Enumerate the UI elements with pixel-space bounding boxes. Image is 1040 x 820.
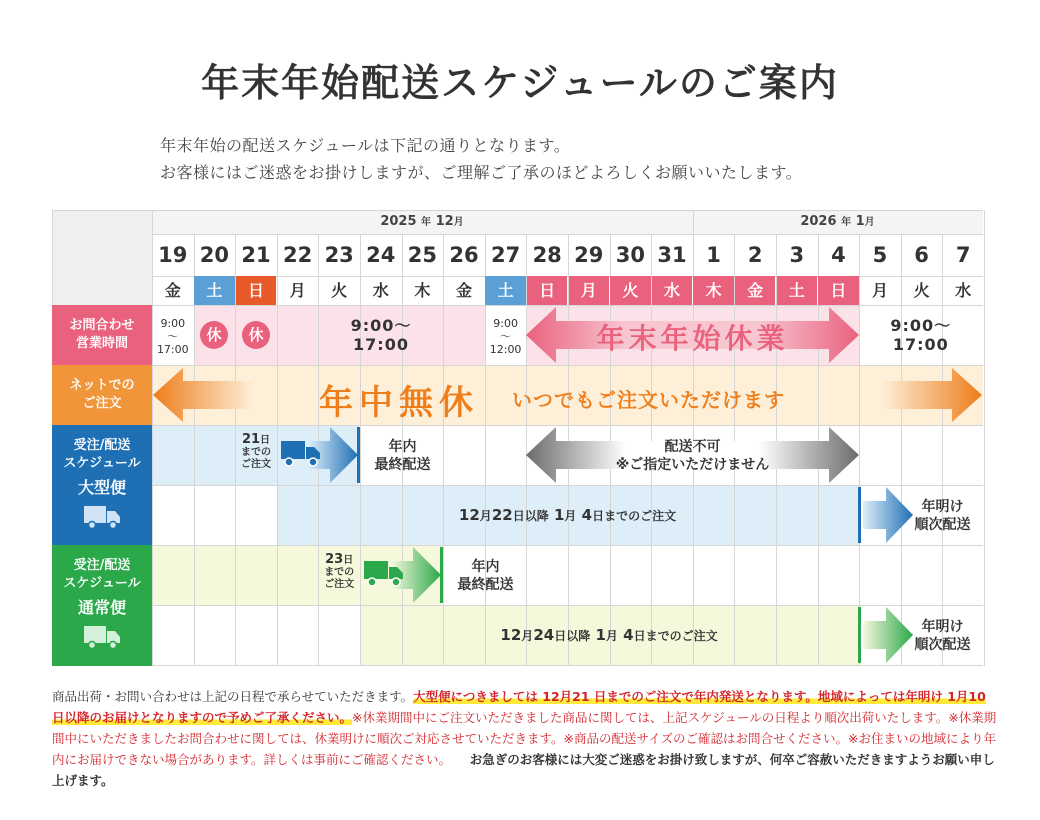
weekday: 水 [955, 281, 972, 300]
large-truck-arrow [278, 427, 360, 483]
year-1-unit: 年 [421, 217, 432, 228]
large-schedule-label [52, 425, 152, 545]
grid-hline [52, 665, 983, 666]
large-cutoff-line1: までの [240, 447, 271, 458]
normal-final-line1: 年内 [471, 559, 500, 575]
normal-truck-arrow [361, 547, 443, 603]
day-number: 5 [872, 243, 888, 267]
normal-range-month2: 1 [595, 626, 606, 644]
truck-icon [82, 503, 122, 531]
large-cutoff-line2: ご注文 [240, 459, 271, 470]
normal-final-line2: 最終配送 [457, 577, 514, 593]
holiday-text: 年末年始休業 [596, 322, 789, 355]
day-number: 29 [574, 243, 604, 267]
schedule-grid [52, 210, 983, 666]
online-banner: 年中無休 [319, 383, 479, 423]
hours-5-7-start: 9:00〜 [890, 316, 952, 335]
page-title: 年末年始配送スケジュールのご案内 [201, 61, 839, 105]
weekday: 金 [164, 281, 181, 300]
day-number: 1 [706, 243, 721, 267]
normal-range-day2: 4 [623, 626, 634, 644]
day-number: 31 [657, 243, 687, 267]
day-number: 21 [241, 243, 271, 267]
weekday: 火 [331, 281, 348, 300]
month-2-unit: 月 [864, 217, 875, 228]
large-cutoff-day: 21 [241, 432, 261, 447]
weekday: 水 [372, 281, 389, 300]
large-label-line1: 受注/配送 [73, 438, 131, 453]
month-1: 12 [435, 214, 454, 229]
online-left-arrow [153, 368, 253, 422]
grid-hline [52, 365, 983, 366]
hours-22-26 [277, 316, 485, 354]
month-2: 1 [855, 214, 865, 229]
hours-27-end: 12:00 [489, 343, 522, 356]
day-number: 20 [199, 243, 229, 267]
day-number: 28 [532, 243, 562, 267]
truck-icon [82, 623, 122, 651]
weekday: 土 [194, 276, 235, 305]
large-after [902, 498, 983, 534]
large-cutoff-unit: 日 [260, 435, 271, 446]
normal-cutoff-day: 23 [325, 552, 344, 567]
large-range-unit4: 日までのご注文 [592, 509, 677, 523]
large-label-line3: 大型便 [77, 478, 126, 497]
hours-22-26-start: 9:00〜 [350, 316, 412, 335]
day-number: 7 [955, 243, 971, 267]
normal-final [444, 558, 527, 594]
year-month-2025-12 [152, 210, 692, 234]
normal-range-unit3: 月 [605, 629, 618, 643]
weekday: 日 [236, 276, 277, 305]
online-order-label [52, 365, 152, 425]
normal-cutoff-line2: ご注文 [324, 579, 355, 590]
business-label-line1: お問合わせ [69, 318, 135, 333]
closed-badge-21: 休 [242, 321, 270, 349]
normal-after-line2: 順次配送 [914, 637, 971, 653]
normal-label-line3: 通常便 [77, 598, 126, 617]
no-delivery-line1: 配送不可 [664, 439, 721, 455]
hours-22-26-end: 17:00 [353, 335, 409, 354]
weekday: 日 [527, 276, 568, 305]
hours-5-7-end: 17:00 [892, 335, 949, 354]
weekday: 金 [455, 281, 472, 300]
weekday: 火 [913, 281, 930, 300]
normal-range-month1: 12 [500, 626, 522, 644]
normal-order-range [360, 626, 858, 645]
note-2-highlight: 大型便につきましては 12月21 日までのご注文で年内発送となります。地域によっては年明け 1月10 日以降のお届けとなりますので予めご了承ください。 [52, 689, 986, 725]
normal-after [902, 618, 983, 654]
business-hours-label [52, 305, 152, 365]
large-range-unit2: 日以降 [512, 509, 549, 523]
hours-19-tilde: 〜 [167, 330, 179, 343]
closed-badge-20: 休 [200, 321, 228, 349]
online-label-line1: ネットでの [69, 378, 135, 393]
weekday: 土 [485, 276, 526, 305]
grid-hline [52, 425, 983, 426]
large-cutoff [235, 434, 277, 471]
day-number: 30 [615, 243, 645, 267]
day-number: 22 [282, 243, 313, 267]
day-number: 27 [490, 243, 521, 267]
day-number: 26 [449, 243, 479, 267]
hours-5-7 [859, 316, 983, 354]
intro-line-1: 年末年始の配送スケジュールは下記の通りとなります。 [160, 136, 571, 155]
hours-27 [485, 317, 527, 356]
header-blank [52, 210, 152, 305]
business-label-line2: 営業時間 [75, 336, 128, 351]
normal-cutoff-unit: 日 [343, 555, 354, 566]
year-2-unit: 年 [841, 217, 852, 228]
large-range-month2: 1 [553, 506, 565, 524]
weekday: 月 [871, 281, 888, 300]
day-number: 24 [366, 243, 396, 267]
large-range-unit3: 月 [564, 509, 577, 523]
large-final-line1: 年内 [388, 439, 417, 455]
grid-hline [52, 545, 983, 546]
normal-range-unit1: 月 [521, 629, 534, 643]
hours-19-start: 9:00 [160, 317, 186, 330]
large-range-day2: 4 [581, 506, 593, 524]
note-1: 商品出荷・お問い合わせは上記の日程で承らせていただきます。 [52, 689, 414, 704]
normal-label-line1: 受注/配送 [73, 558, 131, 573]
weekday: 水 [652, 276, 693, 305]
month-1-unit: 月 [453, 217, 464, 228]
notes [52, 686, 997, 791]
weekday: 金 [735, 276, 776, 305]
normal-after-line1: 年明け [921, 619, 964, 635]
hours-27-start: 9:00 [493, 317, 518, 330]
day-number: 25 [407, 243, 437, 267]
normal-cutoff-line1: までの [324, 567, 355, 578]
note-3: ※休業期間中にご注文いただきました商品に関しては、上記スケジュールの日程より順次出荷いたします。※休業期間中にいただきましたお問合わせに関しては、休業明けに順次ご対応させていただきます。※商品の配送サイズのご確認はお問合せください。※お住まいの地域により年内にお届けできない場合があります。詳しくは事前にご確認ください。 [52, 710, 997, 767]
hours-27-tilde: 〜 [500, 330, 512, 343]
large-range-unit1: 月 [479, 509, 492, 523]
year-2: 2026 [800, 214, 837, 229]
day-number: 3 [789, 243, 805, 267]
normal-label-line2: スケジュール [63, 576, 141, 591]
large-label-line2: スケジュール [63, 456, 141, 471]
weekday: 木 [414, 281, 431, 300]
large-order-range [277, 506, 858, 525]
large-final [361, 438, 444, 474]
note-4: お急ぎのお客様には大変ご迷惑をお掛け致しますが、何卒ご容赦いただきますようお願い申し上げます。 [52, 752, 995, 788]
large-after-line1: 年明け [921, 499, 964, 515]
normal-schedule-label [52, 545, 152, 666]
weekday: 月 [569, 276, 610, 305]
year-1: 2025 [380, 214, 417, 229]
normal-range-day1: 24 [533, 626, 555, 644]
no-delivery [526, 438, 859, 474]
day-number: 23 [324, 243, 354, 267]
day-number: 6 [914, 243, 929, 267]
weekday: 月 [289, 281, 306, 300]
online-label-line2: ご注文 [82, 396, 122, 411]
day-number: 2 [747, 243, 763, 267]
grid-hline [152, 485, 983, 486]
grid-vline [984, 210, 985, 666]
weekday: 木 [693, 276, 734, 305]
large-final-line2: 最終配送 [374, 457, 431, 473]
hours-19-end: 17:00 [156, 343, 189, 356]
large-range-day1: 22 [491, 506, 513, 524]
online-right-arrow [882, 368, 982, 422]
weekday: 火 [610, 276, 651, 305]
online-sub: いつでもご注文いただけます [512, 388, 785, 412]
grid-hline [52, 305, 983, 306]
grid-hline [152, 605, 983, 606]
normal-cutoff [318, 554, 360, 591]
normal-range-unit2: 日以降 [554, 629, 591, 643]
large-after-line2: 順次配送 [914, 517, 971, 533]
intro-line-2: お客様にはご迷惑をお掛けしますが、ご理解ご了承のほどよろしくお願いいたします。 [160, 163, 803, 182]
year-month-2026-1 [692, 210, 983, 234]
day-number: 4 [831, 243, 846, 267]
day-number: 19 [158, 243, 188, 267]
normal-range-unit4: 日までのご注文 [633, 629, 718, 643]
no-delivery-line2: ※ご指定いただけません [615, 457, 770, 473]
hours-19 [152, 317, 194, 356]
large-range-month1: 12 [458, 506, 480, 524]
weekday: 日 [818, 276, 859, 305]
weekday: 土 [777, 276, 818, 305]
